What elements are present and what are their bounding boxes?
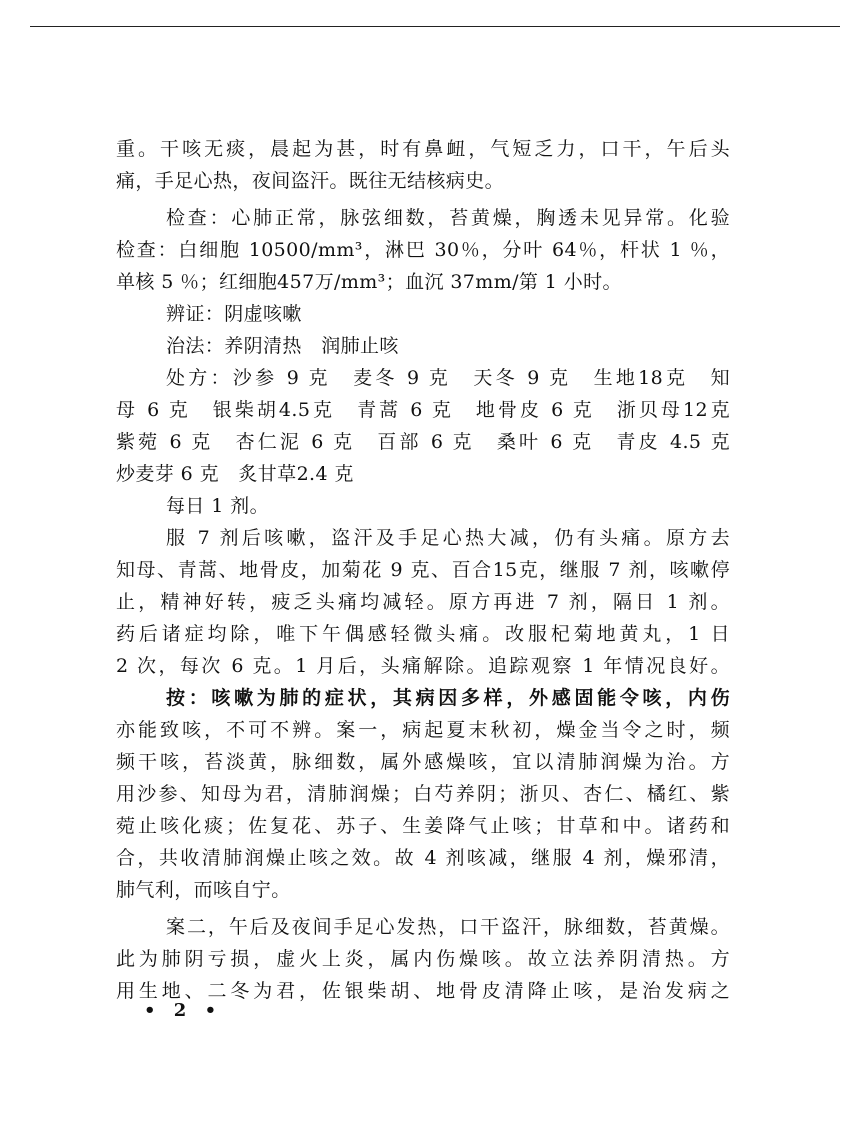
page-body xyxy=(116,133,730,1007)
text-line: 服 7 剂后咳嗽，盗汗及手足心热大减，仍有头痛。原方去 xyxy=(166,527,730,549)
text-line: 处方：沙参 9 克 麦冬 9 克 天冬 9 克 生地18克 知 xyxy=(166,367,730,389)
text-line: 止，精神好转，疲乏头痛均减轻。原方再进 7 剂，隔日 1 剂。 xyxy=(116,591,730,613)
page-number: • 2 • xyxy=(144,1000,223,1021)
text-line: 此为肺阴亏损，虚火上炎，属内伤燥咳。故立法养阴清热。方 xyxy=(116,948,730,970)
text-line: 案二，午后及夜间手足心发热，口干盗汗，脉细数，苔黄燥。 xyxy=(166,916,730,938)
text-line: 菀止咳化痰；佐复花、苏子、生姜降气止咳；甘草和中。诸药和 xyxy=(116,815,730,837)
text-line: 用生地、二冬为君，佐银柴胡、地骨皮清降止咳，是治发病之 xyxy=(116,980,730,1002)
text-line: 按：咳嗽为肺的症状，其病因多样，外感固能令咳，内伤 xyxy=(166,687,730,709)
text-line: 用沙参、知母为君，清肺润燥；白芍养阴；浙贝、杏仁、橘红、紫 xyxy=(116,783,730,805)
text-line: 检查：心肺正常，脉弦细数，苔黄燥，胸透未见异常。化验 xyxy=(166,207,730,229)
text-line: 合，共收清肺润燥止咳之效。故 4 剂咳减，继服 4 剂，燥邪清， xyxy=(116,847,730,869)
text-line: 母 6 克 银柴胡4.5克 青蒿 6 克 地骨皮 6 克 浙贝母12克 xyxy=(116,399,730,421)
text-line: 炒麦芽 6 克 炙甘草2.4 克 xyxy=(116,463,354,485)
text-line: 知母、青蒿、地骨皮，加菊花 9 克、百合15克，继服 7 剂，咳嗽停 xyxy=(116,559,730,581)
text-line: 治法：养阴清热 润肺止咳 xyxy=(166,335,399,357)
text-line: 重。干咳无痰，晨起为甚，时有鼻衄，气短乏力，口干，午后头 xyxy=(116,138,730,160)
text-line: 检查：白细胞 10500/mm³，淋巴 30％，分叶 64％，杆状 1 ％， xyxy=(116,239,730,261)
text-line: 辨证：阴虚咳嗽 xyxy=(166,303,302,325)
header-rule xyxy=(30,26,840,27)
text-line: 频干咳，苔淡黄，脉细数，属外感燥咳，宜以清肺润燥为治。方 xyxy=(116,751,730,773)
text-line: 肺气利，而咳自宁。 xyxy=(116,879,291,901)
text-line: 2 次，每次 6 克。1 月后，头痛解除。追踪观察 1 年情况良好。 xyxy=(116,655,730,677)
text-line: 亦能致咳，不可不辨。案一，病起夏末秋初，燥金当令之时，频 xyxy=(116,719,730,741)
text-line: 每日 1 剂。 xyxy=(166,495,269,517)
text-line: 痛，手足心热，夜间盗汗。既往无结核病史。 xyxy=(116,170,505,192)
text-line: 单核 5 ％；红细胞457万/mm³；血沉 37mm/第 1 小时。 xyxy=(116,271,622,293)
text-line: 药后诸症均除，唯下午偶感轻微头痛。改服杞菊地黄丸，1 日 xyxy=(116,623,730,645)
text-line: 紫菀 6 克 杏仁泥 6 克 百部 6 克 桑叶 6 克 青皮 4.5 克 xyxy=(116,431,730,453)
